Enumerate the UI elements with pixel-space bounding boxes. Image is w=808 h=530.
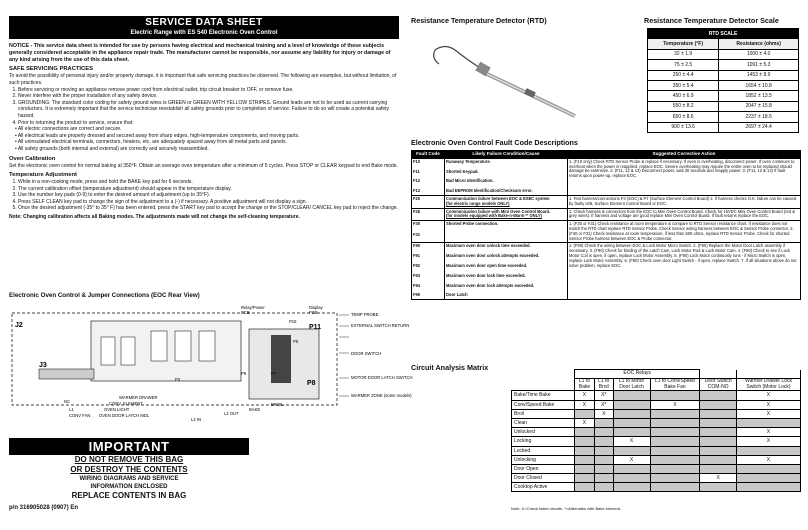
fault-cond: Bad EEPROM Identification/Checksum error. xyxy=(446,188,533,194)
matrix-cell: X xyxy=(575,400,595,409)
label-bake: BAKE xyxy=(249,407,261,412)
table-row xyxy=(512,409,801,418)
label-p11: P11 xyxy=(309,324,322,331)
matrix-cell xyxy=(594,464,613,473)
calibration-text: Set the electronic oven control for normal baking at 350°F. Obtain an average oven temperature after a minimum of 5 cycles. Press STOP or CLEAR keypad to end Bake mode. xyxy=(9,162,398,169)
matrix-cell xyxy=(700,400,737,409)
table-row xyxy=(512,455,801,464)
label-conv-element: CONV. ELEMENT xyxy=(109,401,143,406)
table-row xyxy=(512,428,801,437)
label-p3: P3 xyxy=(175,377,181,382)
matrix-cell: X xyxy=(736,437,800,446)
header-banner xyxy=(9,16,399,39)
matrix-col-header: L1 to Bake xyxy=(575,379,595,391)
table-row xyxy=(512,400,801,409)
fault-title: Electronic Oven Control Fault Code Descriptions xyxy=(411,138,578,147)
table-row xyxy=(412,208,801,221)
rtd-scale-table xyxy=(647,28,799,133)
scale-title: Resistance Temperature Detector Scale xyxy=(644,16,779,25)
scale-cell: 550 ± 8.2 xyxy=(648,101,719,111)
diagram-title: Electronic Oven Control & Jumper Connections (EOC Rear View) xyxy=(9,292,200,299)
fault-action: 1. (F30 or F31) Check resistance at room temperature & compare to RTD Sensor resistance chart. If resistance does not match the RTD chart replace RTD Sensor Probe. Check Sensor wiring harness between EOC & Sensor Probe connector. 2. (F30 or F31) Check resistance at room temperature, if less than 500 ohms, replace RTD Sensor Probe. Check for shorted Sensor Probe harness between EOC & Probe connector. xyxy=(568,221,801,243)
fault-cond: Maximum oven door lock attempts exceeded. xyxy=(446,282,535,288)
adjustment-heading: Temperature Adjustment xyxy=(9,172,77,179)
label-p5: P5 xyxy=(293,339,299,344)
fault-code: F11 xyxy=(413,168,420,174)
matrix-row-label: Locking xyxy=(512,437,575,446)
fault-cond: Maximum oven door unlock time exceeded. xyxy=(446,243,531,249)
table-row xyxy=(648,49,799,59)
fault-cond: Shorted Keypad. xyxy=(446,168,479,174)
scale-cell: 350 ± 5.4 xyxy=(648,80,719,90)
fault-code: F91 xyxy=(413,253,421,259)
table-row xyxy=(512,446,801,455)
table-row xyxy=(648,101,799,111)
matrix-cell: X xyxy=(613,455,650,464)
adjustment-steps xyxy=(9,179,399,212)
matrix-cell: X xyxy=(650,400,700,409)
safe-intro: To avoid the possibility of personal injury and/or property damage, it is important that safe servicing practices be observed. The following are examples, but without limitation, of such practices. xyxy=(9,73,397,86)
notice-text: NOTICE - This service data sheet is intended for use by persons having electrical and mechanical training and a level of knowledge of these subjects generally considered acceptable in the appliance repair trade. The manufacturer cannot be responsible, nor assume any liability for injury or damage of any kind arising from the use of this data sheet. xyxy=(9,43,391,63)
matrix-cell xyxy=(613,391,650,400)
matrix-cell xyxy=(613,464,650,473)
scale-cell: 450 ± 6.9 xyxy=(648,91,719,101)
matrix-cell xyxy=(650,483,700,492)
matrix-cell xyxy=(594,428,613,437)
matrix-cell: X xyxy=(613,437,650,446)
fault-code: F12 xyxy=(413,178,421,184)
scale-cell: 250 ± 4.4 xyxy=(648,70,719,80)
fault-cond: Communication failure between EOC & ESEC system xyxy=(446,195,550,201)
label-pcb: PCB xyxy=(241,310,250,315)
safe-bullets xyxy=(9,126,399,152)
label-p8: P8 xyxy=(307,380,316,387)
fault-action: 1. Check harness & connectors from the EOC to Mini Oven Control Board. Check for 15VDC Mini Oven Control Board (red & grey wires). If harness and voltage are good replace Mini Oven Control Board. If fault returns replace the EOC. xyxy=(568,208,801,221)
matrix-cell xyxy=(594,437,613,446)
matrix-cell: X xyxy=(575,418,595,427)
fault-header-cond: Likely Failure Condition/Cause xyxy=(445,151,568,159)
important-line1: DO NOT REMOVE THIS BAG xyxy=(74,455,184,464)
matrix-col-header: Warmer Drawer Lock Switch (Motor Lock) xyxy=(736,379,800,391)
matrix-cell xyxy=(575,483,595,492)
safe-item: 4. Prior to returning the product to service, ensure that: xyxy=(18,120,399,127)
matrix-col-header: L1 to Broil xyxy=(594,379,613,391)
safe-bullet: • All electric connections are correct and secure. xyxy=(15,126,122,133)
matrix-cell xyxy=(650,474,700,483)
fault-code: F26 xyxy=(412,208,445,221)
table-row xyxy=(412,243,801,300)
important-sub1: WIRING DIAGRAMS AND SERVICE xyxy=(79,476,179,482)
rtd-title: Resistance Temperature Detector (RTD) xyxy=(411,16,547,25)
scale-cell: 2047 ± 15.8 xyxy=(719,101,799,111)
scale-cell: 1453 ± 8.9 xyxy=(719,70,799,80)
fault-codes xyxy=(412,158,445,195)
matrix-cell xyxy=(575,437,595,446)
matrix-cell xyxy=(575,446,595,455)
matrix-cell xyxy=(594,446,613,455)
important-line2: OR DESTROY THE CONTENTS xyxy=(70,465,188,474)
matrix-cell xyxy=(736,464,800,473)
matrix-col-header: L1 to Conv/Speed Bake Fan xyxy=(650,379,700,391)
matrix-cell xyxy=(650,437,700,446)
scale-cell: 2697 ± 24.4 xyxy=(719,122,799,132)
matrix-title: Circuit Analysis Matrix xyxy=(411,363,489,372)
fault-code: F90 xyxy=(413,243,421,249)
label-j3: J3 xyxy=(39,362,47,369)
adjustment-step: 3. Use the number key pads (0-9) to enter the desired amount of adjustment (up to 35°F). xyxy=(18,192,399,199)
safe-bullet: • All uninsulated electrical terminals, connectors, heaters, etc. are adequately spaced away from all metal parts and panels. xyxy=(15,139,287,146)
fault-code: F10 xyxy=(413,158,421,164)
matrix-cell xyxy=(594,483,613,492)
label-motor-door: MOTOR DOOR LATCH SWITCH xyxy=(351,375,413,380)
matrix-cell xyxy=(613,409,650,418)
matrix-cell xyxy=(594,474,613,483)
scale-cell: 900 ± 13.6 xyxy=(648,122,719,132)
matrix-cell xyxy=(575,474,595,483)
important-sub2: INFORMATION ENCLOSED xyxy=(90,484,168,490)
matrix-cell xyxy=(594,418,613,427)
table-row xyxy=(648,60,799,70)
calibration-note: Note: Changing calibration affects all Baking modes. The adjustments made will not change the self-cleaning temperature. xyxy=(9,214,300,221)
important-title: IMPORTANT xyxy=(9,438,249,455)
matrix-cell xyxy=(575,464,595,473)
matrix-cell xyxy=(575,428,595,437)
page-subtitle: Electric Range with ES 540 Electronic Oven Control xyxy=(130,30,278,36)
part-number: p/n 316905028 (0907) En xyxy=(9,505,79,511)
label-temp-probe: TEMP PROBE xyxy=(351,312,379,317)
important-notice xyxy=(9,438,249,501)
scale-cell: 1654 ± 10.8 xyxy=(719,80,799,90)
table-row xyxy=(512,464,801,473)
safe-heading: SAFE SERVICING PRACTICES xyxy=(9,66,93,73)
scale-cell: 1000 ± 4.0 xyxy=(719,49,799,59)
label-ext-switch: EXTERNAL SWITCH RETURN xyxy=(351,323,410,328)
matrix-cell xyxy=(700,483,737,492)
matrix-row-label: Bake/Time Bake xyxy=(512,391,575,400)
table-row xyxy=(412,221,801,243)
safe-item: 3. GROUNDING: The standard color coding for safety ground wires is GREEN or GREEN WITH YELLOW STRIPES. Ground leads are not to be used as current carrying conductors. It is extremely important that the service technician reestablish all safety grounds prior to completion of service. Failure to do so will create a potential safety hazard. xyxy=(18,100,399,120)
matrix-cell: X* xyxy=(594,391,613,400)
scale-cell: 75 ± 2.5 xyxy=(648,60,719,70)
label-oven-light: OVEN LIGHT xyxy=(104,407,130,412)
matrix-cell xyxy=(575,455,595,464)
fault-code: F31 xyxy=(413,231,421,237)
adjustment-step: 2. The current calibration offset (temperature adjustment) should appear in the temperature display. xyxy=(18,186,399,193)
label-p15: P15 xyxy=(289,319,297,324)
matrix-cell xyxy=(736,446,800,455)
matrix-cell xyxy=(700,428,737,437)
matrix-cell xyxy=(700,455,737,464)
matrix-cell xyxy=(736,474,800,483)
matrix-group-header: EOC Relays xyxy=(575,370,700,379)
fault-codes xyxy=(412,221,445,243)
table-row xyxy=(648,112,799,122)
scale-cell: 32 ± 1.9 xyxy=(648,49,719,59)
table-row xyxy=(648,91,799,101)
scale-col1: Temperature (°F) xyxy=(648,39,719,49)
label-display: Display xyxy=(309,305,323,310)
matrix-cell: X xyxy=(736,428,800,437)
adjustment-step: 1. While in a non-cooking mode, press and hold the BAKE key pad for 6 seconds. xyxy=(18,179,399,186)
matrix-corner xyxy=(512,379,575,391)
matrix-cell: X xyxy=(594,409,613,418)
fault-cond: Maximum oven door open time exceeded. xyxy=(446,262,528,268)
table-row xyxy=(512,391,801,400)
matrix-cell xyxy=(613,428,650,437)
label-relay: Relay/Power xyxy=(241,305,265,310)
label-p7: P7 xyxy=(271,371,277,376)
matrix-body xyxy=(512,391,801,492)
scale-cell: 1852 ± 13.5 xyxy=(719,91,799,101)
matrix-cell xyxy=(613,483,650,492)
label-l2-in: L2 IN xyxy=(191,417,202,422)
label-pcb2: PCB xyxy=(309,310,318,315)
matrix-cell: X* xyxy=(594,400,613,409)
scale-col2: Resistance (ohms) xyxy=(719,39,799,49)
safe-bullet: • All electrical leads are properly dressed and secured away from sharp edges, high-temperature components, and moving parts. xyxy=(15,132,300,139)
matrix-cell: X xyxy=(736,400,800,409)
fault-conditions xyxy=(445,208,568,221)
label-p9: P9 xyxy=(241,371,247,376)
scale-cell: 2237 ± 18.5 xyxy=(719,112,799,122)
matrix-col-header: L1 to Motor Door Latch xyxy=(613,379,650,391)
table-row xyxy=(412,158,801,195)
matrix-cell: X xyxy=(700,474,737,483)
fault-code: F20 xyxy=(412,195,445,208)
matrix-row-label: Broil xyxy=(512,409,575,418)
matrix-col-header: Door Switch COM-NO xyxy=(700,379,737,391)
scale-cell: 650 ± 8.6 xyxy=(648,112,719,122)
matrix-cell xyxy=(613,418,650,427)
matrix-row-label: Clean xyxy=(512,418,575,427)
matrix-cell xyxy=(650,446,700,455)
matrix-cell xyxy=(650,428,700,437)
matrix-cell xyxy=(700,437,737,446)
table-row xyxy=(512,418,801,427)
page-title: SERVICE DATA SHEET xyxy=(145,17,263,28)
fault-cond-note: (for electric range models ONLY) xyxy=(446,200,510,206)
matrix-cell xyxy=(736,483,800,492)
fault-cond: Door Latch xyxy=(446,292,468,298)
matrix-cell xyxy=(736,418,800,427)
fault-code: F13 xyxy=(413,188,421,194)
label-broil: BROIL xyxy=(271,402,284,407)
fault-cond: Communication failure with Mini Oven Control Board. xyxy=(446,208,551,214)
matrix-row-label: Conv/Speed Bake xyxy=(512,400,575,409)
fault-action: 1. (F10 only) Check RTD Sensor Probe & replace if necessary. If oven is overheating, disconnect power. If oven continues to overheat when the power is reapplied, replace EOC. Severe overheating may require the entire oven to be replaced should damage be extensive. 2. (F11, 12 & 13) Disconnect power, wait 30 seconds and reapply power. 3. (F11, 12 & 13) If fault returns upon power-up, replace EOC. xyxy=(568,158,801,195)
table-row xyxy=(512,437,801,446)
matrix-row-label: Door Open xyxy=(512,464,575,473)
matrix-cell xyxy=(650,464,700,473)
circuit-matrix-table xyxy=(511,369,801,492)
label-nc: NC xyxy=(64,399,71,404)
matrix-row-label: Unlocked xyxy=(512,428,575,437)
label-warmer-zone: WARMER ZONE (some models) xyxy=(351,393,412,398)
adjustment-step: 4. Press SELF CLEAN key pad to change the sign of the adjustment to a (-) if necessary. A positive adjustment will not display a sign. xyxy=(18,199,399,206)
left-column xyxy=(9,16,399,221)
matrix-cell xyxy=(650,455,700,464)
matrix-cell xyxy=(594,455,613,464)
matrix-cell: X xyxy=(736,391,800,400)
table-row xyxy=(648,80,799,90)
matrix-cell xyxy=(700,464,737,473)
fault-conditions xyxy=(445,195,568,208)
safe-item: 2. Never interfere with the proper installation of any safety device. xyxy=(18,93,399,100)
fault-action: 1. (F90) Check the wiring between EOC & Lock Motor Micro Switch. 2. (F90) Replace the Motor Door Latch assembly if necessary. 3. (F90) Check for binding of the Latch Cam, Lock Motor Rod & Lock Motor Cam. 4. (F90) Check to see if Lock Motor Coil is open, if open, replace Lock Motor Assembly. 5. (F90) Lock Motor continuosly runs - if Micro Switch is open, replace Lock Motor Assembly. 6. (F90) Check oven door Light Switch - if open, replace Switch. 7. If all situations above do not solve problem, replace EOC. xyxy=(568,243,801,300)
matrix-note: Note: X=Check listed circuits. *=Alternates with Bake element. xyxy=(511,506,622,511)
matrix-cell: X xyxy=(736,409,800,418)
fault-action: 1. Test harness/connections P4 (EOC) & P7 (Surface Element Control Board) 2. If harness checks O.K. failure can be caused by faulty UIB, Surface Element Control Board or EOC. xyxy=(568,195,801,208)
fault-code: F92 xyxy=(413,262,421,268)
table-row xyxy=(412,195,801,208)
matrix-cell xyxy=(650,418,700,427)
fault-codes xyxy=(412,243,445,300)
fault-code-table xyxy=(411,150,801,300)
fault-code: F94 xyxy=(413,282,421,288)
matrix-row-label: Locked xyxy=(512,446,575,455)
matrix-cell xyxy=(613,474,650,483)
matrix-row-label: Door Closed xyxy=(512,474,575,483)
fault-code: F30 xyxy=(413,221,421,227)
label-door-switch: DOOR SWITCH xyxy=(351,351,382,356)
matrix-cell xyxy=(700,409,737,418)
rtd-probe-image xyxy=(425,38,635,130)
fault-cond-note: (for models equipped with Bake-n-Warm™ ONLY) xyxy=(446,213,542,219)
fault-header-action: Suggested Corrective Action xyxy=(568,151,801,159)
important-line3: REPLACE CONTENTS IN BAG xyxy=(71,491,187,500)
fault-conditions xyxy=(445,158,568,195)
table-row xyxy=(512,474,801,483)
table-row xyxy=(512,483,801,492)
fault-conditions xyxy=(445,243,568,300)
adjustment-step: 5. Once the desired adjustment (-35° to 35° F) has been entered, press the START key pad to accept the change or the STOP/CLEAR/ CANCEL key pad to reject the change. xyxy=(18,205,399,212)
matrix-cell xyxy=(575,409,595,418)
matrix-cell xyxy=(650,391,700,400)
fault-header-code: Fault Code xyxy=(412,151,445,159)
matrix-cell xyxy=(650,409,700,418)
fault-code: F93 xyxy=(413,272,421,278)
matrix-cell xyxy=(700,418,737,427)
eoc-diagram xyxy=(9,301,413,423)
matrix-row-label: Cooktop Active xyxy=(512,483,575,492)
matrix-cell: X xyxy=(575,391,595,400)
fault-cond: Maximum oven door lock time exceeded. xyxy=(446,272,526,278)
fault-cond: Runaway Temperature. xyxy=(446,158,491,164)
label-latch: OVEN DOOR LATCH MDL xyxy=(99,413,150,418)
safe-bullet: • All safety grounds (both internal and external) are correctly and securely reassembled. xyxy=(15,145,209,152)
label-j2: J2 xyxy=(15,322,23,329)
fault-cond: Bad Micro Identification. xyxy=(446,178,494,184)
label-conv-fan: CONV FAN xyxy=(69,413,91,418)
table-row xyxy=(648,122,799,132)
fault-cond: Maximum oven door unlock attempts exceeded. xyxy=(446,253,540,259)
matrix-cell: X xyxy=(736,455,800,464)
safe-list xyxy=(9,87,399,127)
matrix-cell xyxy=(700,391,737,400)
scale-header: RTD SCALE xyxy=(648,29,799,39)
scale-cell: 1091 ± 5.3 xyxy=(719,60,799,70)
table-row xyxy=(648,70,799,80)
calibration-heading: Oven Calibration xyxy=(9,155,56,162)
label-warmer: WARMER DRAWER xyxy=(119,395,158,400)
matrix-row-label: Unlocking xyxy=(512,455,575,464)
matrix-cell xyxy=(613,400,650,409)
matrix-cell xyxy=(700,446,737,455)
fault-code: F95 xyxy=(413,292,421,298)
fault-cond: Shorted Probe connection. xyxy=(445,221,568,243)
matrix-cell xyxy=(613,446,650,455)
matrix-corner xyxy=(512,370,575,379)
label-l1: L1 xyxy=(69,407,74,412)
label-l2-out: L2 OUT xyxy=(224,411,239,416)
safe-item: 1. Before servicing or moving an appliance remove power cord from electrical outlet, trip circuit breaker to OFF, or remove fuse. xyxy=(18,87,399,94)
